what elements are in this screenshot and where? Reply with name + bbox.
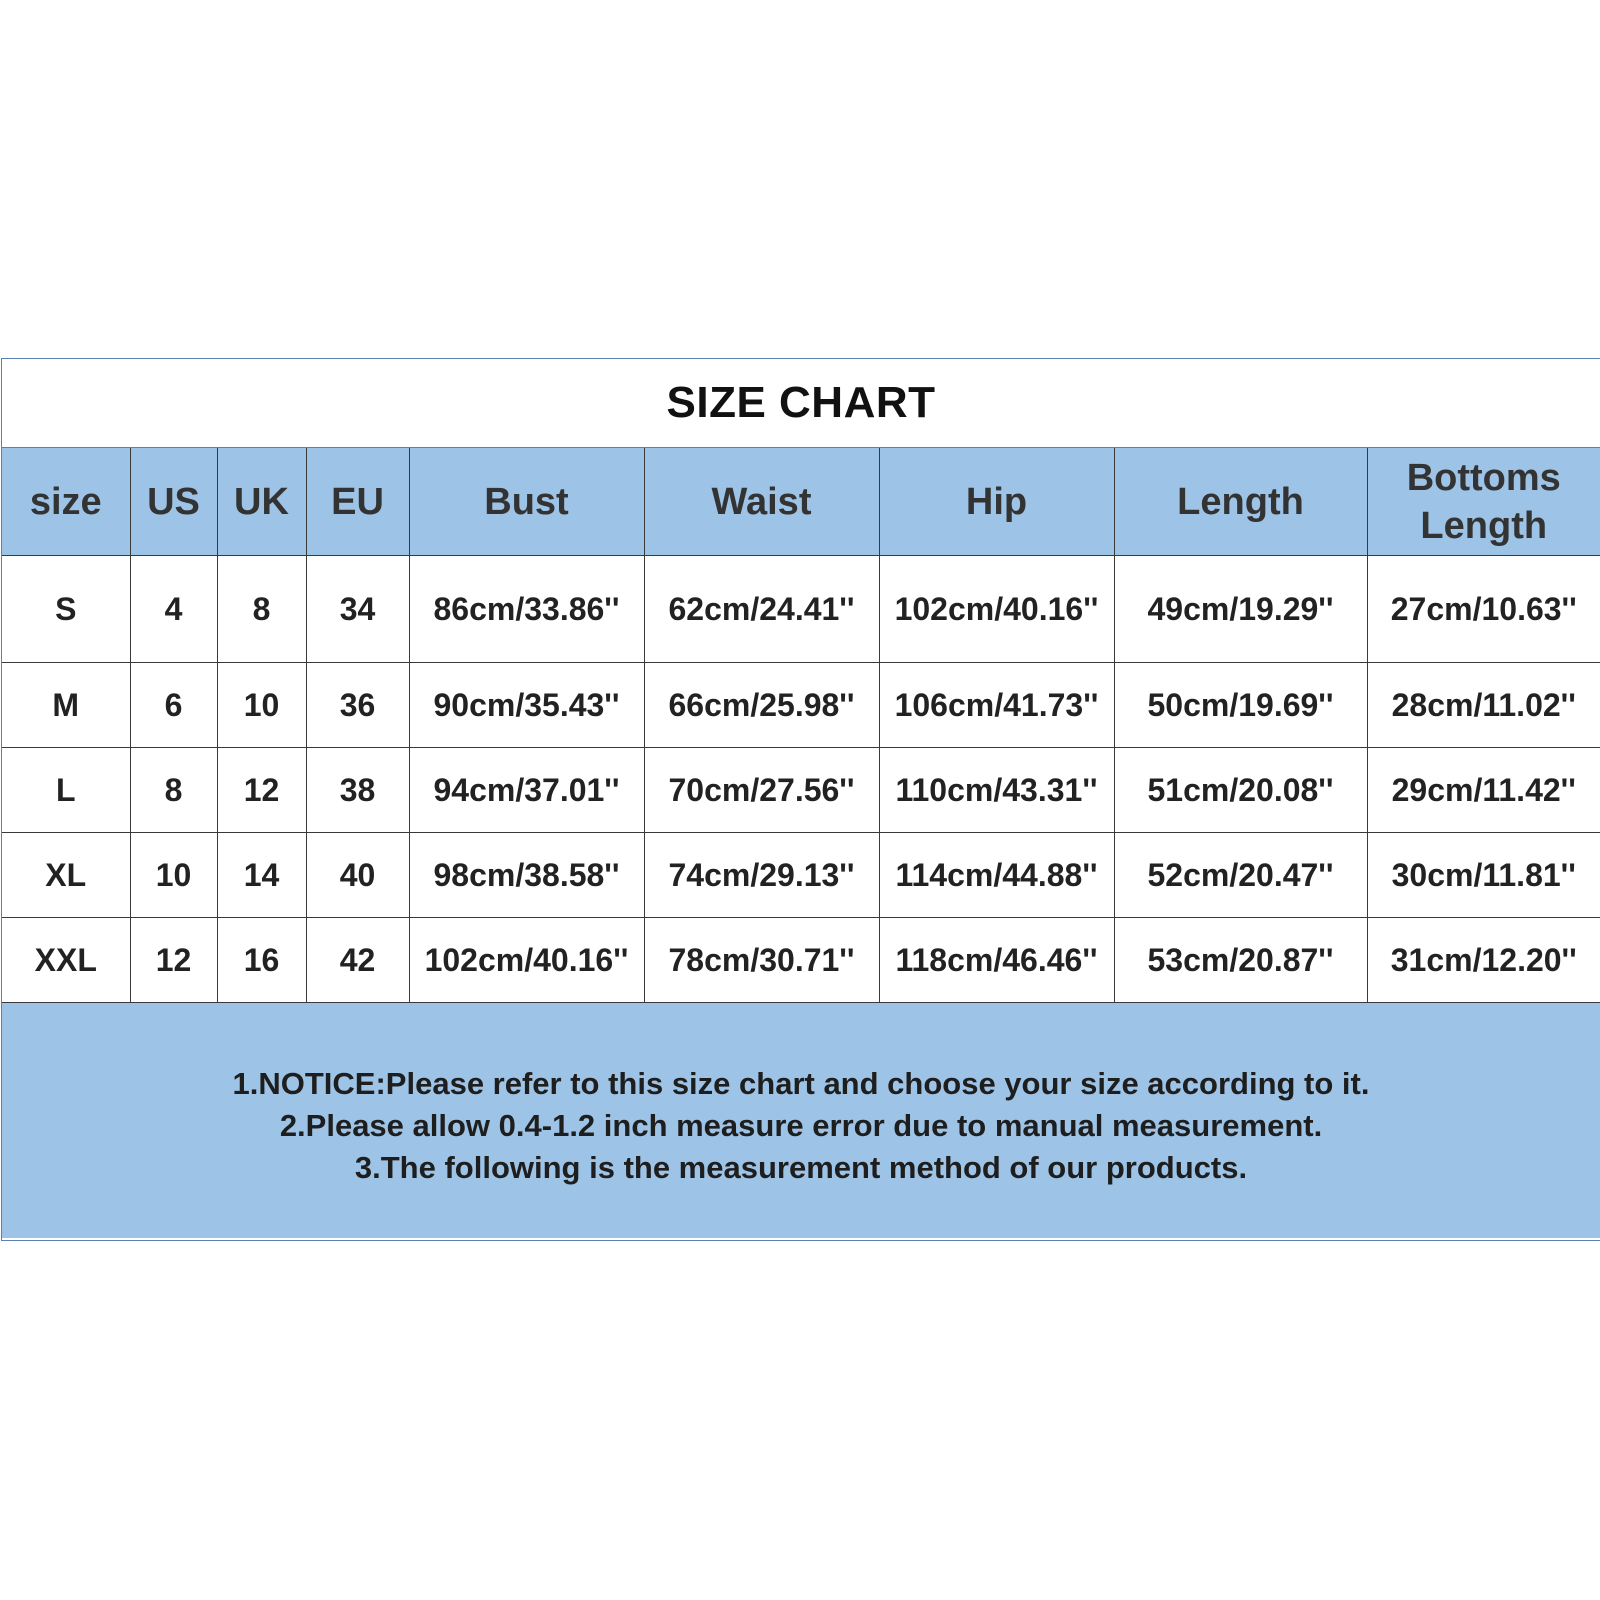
cell-bottoms-length: 29cm/11.42'': [1367, 748, 1600, 833]
page-title: SIZE CHART: [666, 378, 936, 427]
cell-uk: 8: [217, 556, 306, 663]
cell-bust: 102cm/40.16'': [409, 918, 644, 1003]
cell-length: 53cm/20.87'': [1114, 918, 1367, 1003]
cell-bust: 94cm/37.01'': [409, 748, 644, 833]
notice-panel: [2, 1003, 1600, 1238]
cell-us: 8: [130, 748, 217, 833]
cell-uk: 12: [217, 748, 306, 833]
table-row: [2, 556, 1600, 663]
notice-line-2: 2.Please allow 0.4-1.2 inch measure error due to manual measurement.: [279, 1107, 1323, 1143]
cell-bust: 98cm/38.58'': [409, 833, 644, 918]
table-row: [2, 918, 1600, 1003]
cell-hip: 102cm/40.16'': [879, 556, 1114, 663]
header-eu: EU: [306, 448, 409, 556]
header-bust: Bust: [409, 448, 644, 556]
cell-size: M: [2, 663, 130, 748]
cell-hip: 110cm/43.31'': [879, 748, 1114, 833]
cell-bottoms-length: 31cm/12.20'': [1367, 918, 1600, 1003]
cell-us: 12: [130, 918, 217, 1003]
table-row: [2, 663, 1600, 748]
notice-line-3: 3.The following is the measurement method of our products.: [354, 1149, 1248, 1185]
cell-eu: 38: [306, 748, 409, 833]
cell-waist: 62cm/24.41'': [644, 556, 879, 663]
cell-size: S: [2, 556, 130, 663]
header-waist: Waist: [644, 448, 879, 556]
cell-bust: 86cm/33.86'': [409, 556, 644, 663]
notice-line-1: 1.NOTICE:Please refer to this size chart and choose your size according to it.: [232, 1065, 1370, 1101]
cell-eu: 42: [306, 918, 409, 1003]
cell-length: 51cm/20.08'': [1114, 748, 1367, 833]
header-size: size: [2, 448, 130, 556]
cell-waist: 78cm/30.71'': [644, 918, 879, 1003]
cell-waist: 66cm/25.98'': [644, 663, 879, 748]
cell-length: 52cm/20.47'': [1114, 833, 1367, 918]
header-length: Length: [1114, 448, 1367, 556]
cell-hip: 114cm/44.88'': [879, 833, 1114, 918]
header-bottoms-length: Bottoms Length: [1367, 448, 1600, 556]
cell-size: L: [2, 748, 130, 833]
table-row: [2, 748, 1600, 833]
cell-bust: 90cm/35.43'': [409, 663, 644, 748]
cell-waist: 74cm/29.13'': [644, 833, 879, 918]
cell-size: XL: [2, 833, 130, 918]
title-row: [2, 359, 1600, 448]
size-chart: [1, 358, 1600, 1241]
cell-hip: 106cm/41.73'': [879, 663, 1114, 748]
cell-us: 6: [130, 663, 217, 748]
cell-waist: 70cm/27.56'': [644, 748, 879, 833]
header-hip: Hip: [879, 448, 1114, 556]
cell-size: XXL: [2, 918, 130, 1003]
cell-us: 10: [130, 833, 217, 918]
cell-bottoms-length: 30cm/11.81'': [1367, 833, 1600, 918]
cell-length: 49cm/19.29'': [1114, 556, 1367, 663]
cell-uk: 10: [217, 663, 306, 748]
header-us: US: [130, 448, 217, 556]
cell-eu: 34: [306, 556, 409, 663]
size-table: [2, 448, 1600, 1003]
cell-eu: 40: [306, 833, 409, 918]
cell-length: 50cm/19.69'': [1114, 663, 1367, 748]
cell-hip: 118cm/46.46'': [879, 918, 1114, 1003]
header-uk: UK: [217, 448, 306, 556]
header-row: [2, 448, 1600, 556]
table-row: [2, 833, 1600, 918]
cell-us: 4: [130, 556, 217, 663]
cell-uk: 16: [217, 918, 306, 1003]
cell-eu: 36: [306, 663, 409, 748]
cell-bottoms-length: 27cm/10.63'': [1367, 556, 1600, 663]
cell-uk: 14: [217, 833, 306, 918]
cell-bottoms-length: 28cm/11.02'': [1367, 663, 1600, 748]
